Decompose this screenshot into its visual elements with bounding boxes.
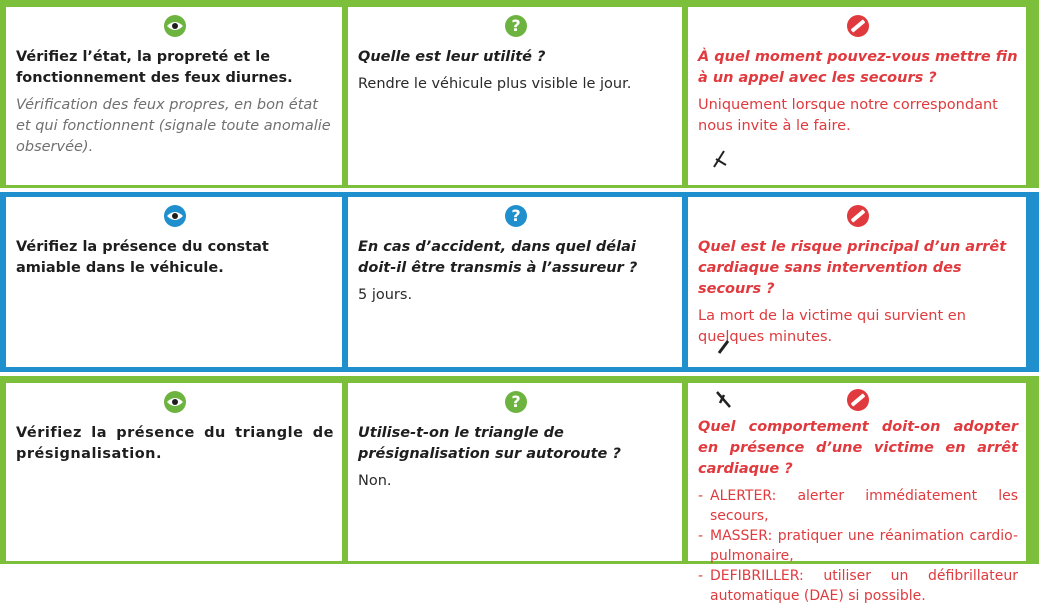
list-item: - MASSER: pratiquer une réanimation cardio-pulmonaire,	[698, 526, 1018, 566]
safety-answer: Uniquement lorsque notre correspondant nous invite à le faire.	[698, 97, 998, 134]
question-icon: ?	[505, 205, 527, 227]
safety-cell	[688, 383, 1026, 604]
question-icon: ?	[505, 15, 527, 37]
question-text: Quelle est leur utilité ?	[358, 49, 546, 65]
safety-question: Quel est le risque principal d’un arrêt cardiaque sans intervention des secours ?	[698, 239, 1007, 297]
question-cell	[348, 197, 682, 367]
check-cell	[6, 383, 342, 561]
eye-icon	[164, 15, 186, 37]
question-text: En cas d’accident, dans quel délai doit-il être transmis à l’assureur ?	[358, 239, 638, 276]
no-entry-icon	[847, 15, 869, 37]
safety-question: À quel moment pouvez-vous mettre fin à un appel avec les secours ?	[698, 49, 1018, 86]
check-title: Vérifiez la présence du constat amiable dans le véhicule.	[16, 239, 269, 276]
question-answer: Rendre le véhicule plus visible le jour.	[358, 76, 632, 92]
eye-icon	[164, 205, 186, 227]
safety-cell	[688, 7, 1026, 185]
safety-question: Quel comportement doit-on adopter en présence d’une victime en arrêt cardiaque ?	[698, 419, 1018, 477]
scribble-mark	[710, 147, 730, 171]
list-item: - DEFIBRILLER: utiliser un défibrillateur automatique (DAE) si possible.	[698, 566, 1018, 606]
card-row-2	[0, 192, 1039, 372]
scribble-mark	[714, 389, 734, 411]
card-row-1	[0, 0, 1039, 188]
safety-cell	[688, 197, 1026, 367]
question-icon: ?	[505, 391, 527, 413]
question-cell	[348, 7, 682, 185]
safety-action-list	[698, 486, 1018, 606]
list-item: - ALERTER: alerter immédiatement les secours,	[698, 486, 1018, 526]
question-answer: 5 jours.	[358, 287, 413, 303]
check-title: Vérifiez la présence du triangle de présignalisation.	[16, 425, 334, 462]
check-cell	[6, 197, 342, 367]
eye-icon	[164, 391, 186, 413]
safety-answer: La mort de la victime qui survient en quelques minutes.	[698, 308, 966, 345]
question-text: Utilise-t-on le triangle de présignalisation sur autoroute ?	[358, 425, 621, 462]
check-title: Vérifiez l’état, la propreté et le fonctionnement des feux diurnes.	[16, 49, 293, 86]
card-row-3	[0, 376, 1039, 604]
question-answer: Non.	[358, 473, 392, 489]
check-cell	[6, 7, 342, 185]
no-entry-icon	[847, 389, 869, 411]
scribble-mark	[716, 337, 732, 357]
check-note: Vérification des feux propres, en bon état et qui fonctionnent (signale toute anomalie observée).	[16, 97, 331, 155]
no-entry-icon	[847, 205, 869, 227]
question-cell	[348, 383, 682, 561]
